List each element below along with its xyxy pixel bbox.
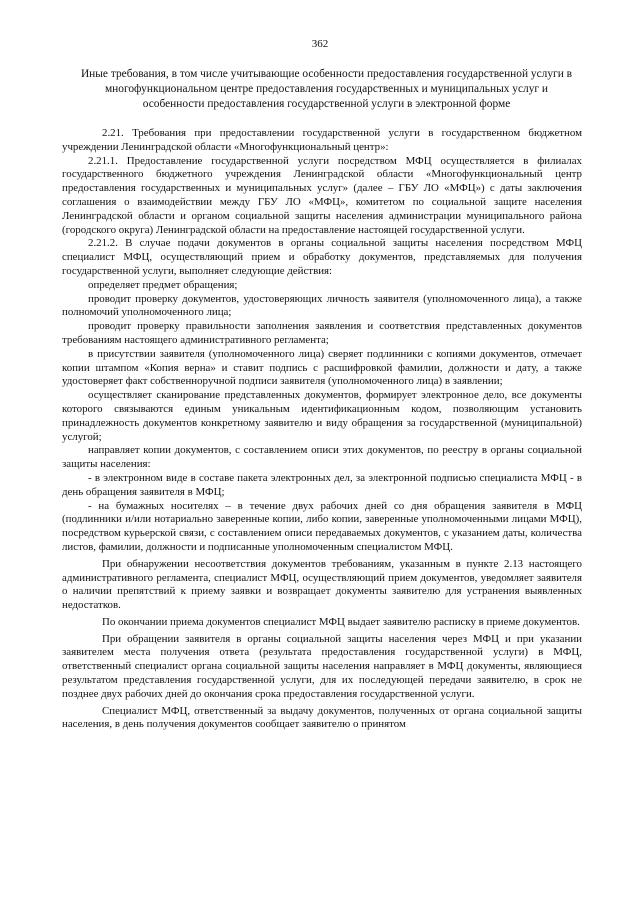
paragraph: При обращении заявителя в органы социальной защиты населения через МФЦ и при указании заявителем места получения ответа (результата предоставления государственной услуги) в МФЦ, ответственный специалист органа социальной защиты населения направляет в МФЦ документы, являющиеся результатом представления государственной услуги, для их последующей передачи заявителю, в срок не позднее двух рабочих дней до окончания срока предоставления государственной услуги. [62, 632, 582, 700]
section-heading: Иные требования, в том числе учитывающие особенности предоставления государственной услуги в многофункциональном центре предоставления государственных и муниципальных услуг и особенности предоставления государственной услуги в электронной форме [80, 68, 573, 110]
paragraph: При обнаружении несоответствия документов требованиям, указанным в пункте 2.13 настоящего административного регламента, специалист МФЦ, осуществляющий прием документов, уведомляет заявителя о наличии препятствий к приему заявки и возвращает документы заявителю для устранения выявленных недостатков. [62, 557, 582, 612]
paragraph: Специалист МФЦ, ответственный за выдачу документов, полученных от органа социальной защиты населения, в день получения документов сообщает заявителю о принятом [62, 704, 582, 731]
action-item: проводит проверку правильности заполнения заявления и соответствия представленных документов требованиям настоящего административного регламента; [62, 320, 582, 346]
document-body [62, 127, 582, 732]
dash-item: - на бумажных носителях – в течение двух рабочих дней со дня обращения заявителя в МФЦ (подлинники и/или нотариально заверенные копии, либо копии, заверенные уполномоченными лицами МФЦ), посредством курьерской связи, с составлением описи передаваемых документов, с указанием даты, количества листов, фамилии, должности и подписанные уполномоченным специалистом МФЦ. [62, 499, 582, 553]
action-item: осуществляет сканирование представленных документов, формирует электронное дело, все документы которого связываются единым уникальным идентификационным кодом, позволяющим установить принадлежность документов конкретному заявителю и виду обращения за государственной (муниципальной) услугой; [62, 389, 582, 443]
paragraph-2-21: 2.21. Требования при предоставлении государственной услуги в государственном бюджетном учреждении Ленинградской области «Многофункциональный центр»: [62, 127, 582, 153]
dash-item: - в электронном виде в составе пакета электронных дел, за электронной подписью специалиста МФЦ - в день обращения заявителя в МФЦ; [62, 471, 582, 498]
page-number: 362 [311, 38, 329, 50]
paragraph-2-21-2: 2.21.2. В случае подачи документов в органы социальной защиты населения посредством МФЦ специалист МФЦ, осуществляющий прием и обработку документов, представляемых для получения государственной услуги, выполняет следующие действия: [62, 237, 582, 277]
action-item: направляет копии документов, с составлением описи этих документов, по реестру в органы социальной защиты населения: [62, 444, 582, 471]
action-item: в присутствии заявителя (уполномоченного лица) сверяет подлинники с копиями документов, отмечает копии штампом «Копия верна» и ставит подпись с расшифровкой фамилии, должности и дату, а также удостоверяет факт собственноручной подписи заявителя (уполномоченного лица) в заявлении; [62, 347, 582, 388]
paragraph-2-21-1: 2.21.1. Предоставление государственной услуги посредством МФЦ осуществляется в филиалах государственного бюджетного учреждения Ленинградской области «Многофункциональный центр предоставления государственных и муниципальных услуг» (далее – ГБУ ЛО «МФЦ») с даты заключения соглашения о взаимодействии между ГБУ ЛО «МФЦ», комитетом по социальной защите населения Ленинградской области и органом социальной защиты населения администрации муниципального района (городского округа) Ленинградской области на предоставление настоящей государственной услуги. [62, 154, 582, 236]
action-item: проводит проверку документов, удостоверяющих личность заявителя (уполномоченного лица), а также полномочий уполномоченного лица; [62, 292, 582, 319]
paragraph: По окончании приема документов специалист МФЦ выдает заявителю расписку в приеме документов. [102, 615, 580, 628]
action-item: определяет предмет обращения; [88, 278, 238, 291]
